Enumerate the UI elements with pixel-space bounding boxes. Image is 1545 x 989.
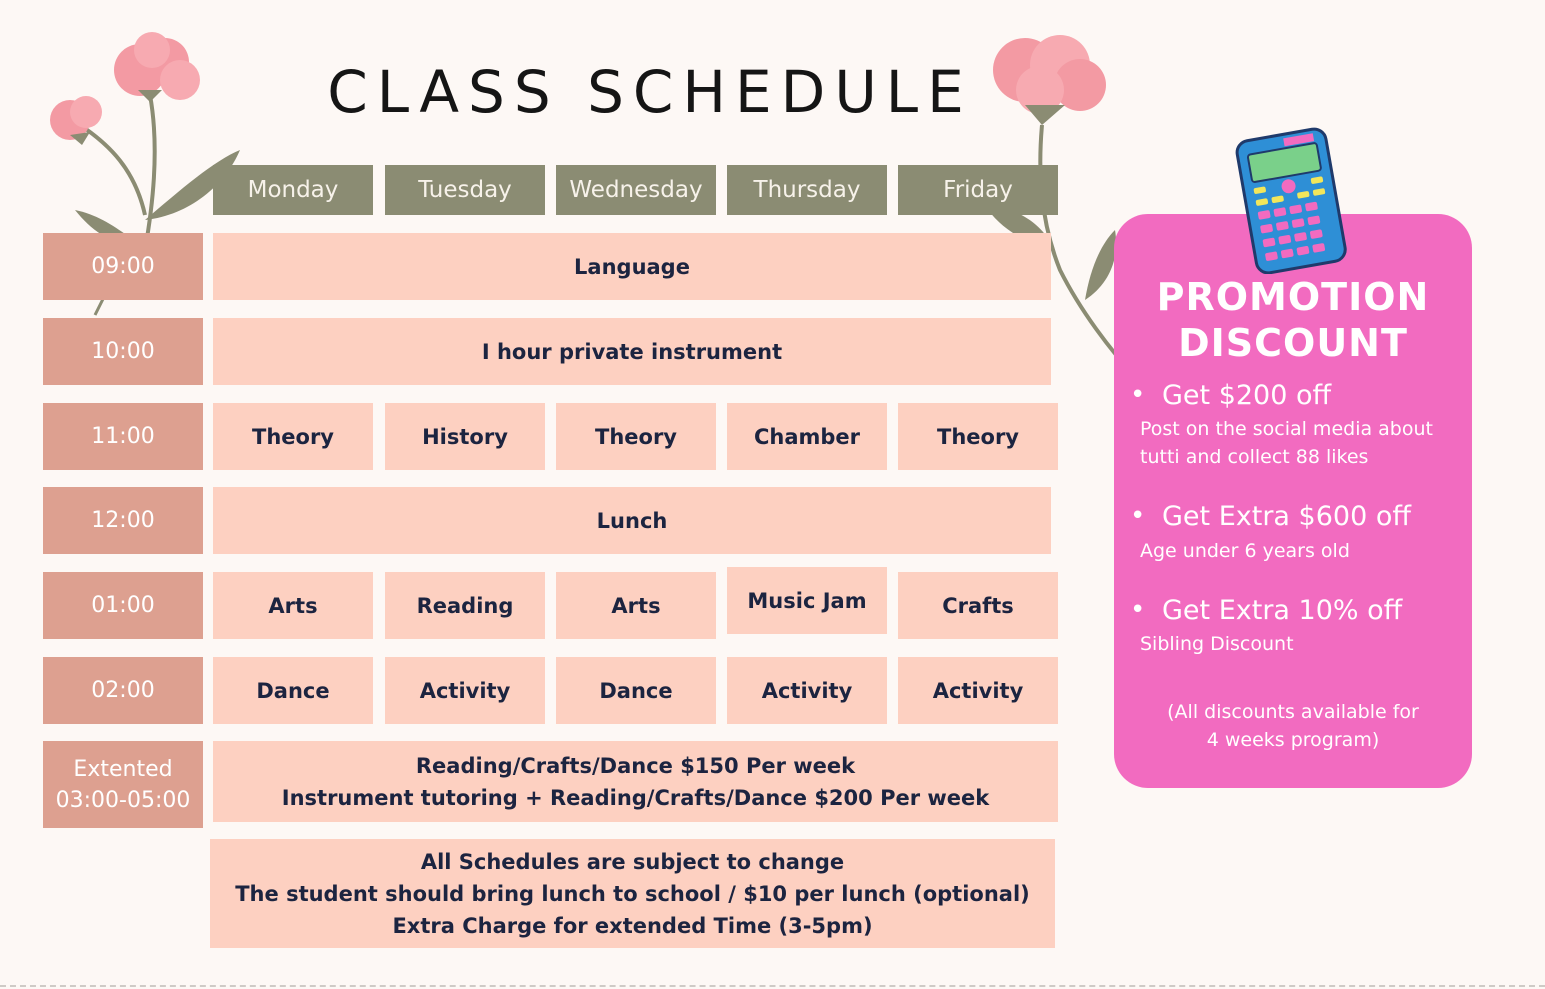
extended-line: Reading/Crafts/Dance $150 Per week [415,753,856,778]
promotion-title-line: DISCOUNT [1178,321,1408,365]
class-cell: Chamber [727,403,887,470]
class-cell: Crafts [898,572,1058,639]
time-cell: 02:00 [43,657,203,724]
class-cell-lunch: Lunch [213,487,1051,554]
extended-pricing [213,741,1058,822]
offer-headline: • Get Extra 10% off [1162,595,1402,626]
schedule-notes [210,839,1055,948]
day-header-wednesday: Wednesday [556,165,716,215]
extended-range: 03:00-05:00 [55,787,191,813]
class-cell: Arts [213,572,373,639]
page-divider [0,985,1545,987]
time-cell: 12:00 [43,487,203,554]
promotion-note [1134,698,1452,754]
class-cell: Reading [385,572,545,639]
class-cell: History [385,403,545,470]
class-cell: Theory [898,403,1058,470]
day-header-friday: Friday [898,165,1058,215]
day-header-monday: Monday [213,165,373,215]
time-cell: 09:00 [43,233,203,300]
page-title: CLASS SCHEDULE [327,58,973,126]
class-cell: Dance [556,657,716,724]
class-cell: Theory [556,403,716,470]
promotion-note-line: (All discounts available for [1167,701,1419,723]
class-cell-private-instrument: I hour private instrument [213,318,1051,385]
extended-line: Instrument tutoring + Reading/Crafts/Dance $200 Per week [281,785,990,810]
offer-description: Sibling Discount [1140,633,1294,655]
class-cell: Theory [213,403,373,470]
day-header-tuesday: Tuesday [385,165,545,215]
promotion-title-line: PROMOTION [1156,275,1430,319]
class-cell-language: Language [213,233,1051,300]
calculator-icon [1232,126,1350,274]
time-cell: 01:00 [43,572,203,639]
class-cell: Dance [213,657,373,724]
note-line: The student should bring lunch to school / $10 per lunch (optional) [235,881,1030,906]
extended-label: Extented [73,756,173,782]
offer-description: Post on the social media about tutti and collect 88 likes [1140,418,1433,468]
promotion-note-line: 4 weeks program) [1206,729,1380,751]
class-cell: Activity [385,657,545,724]
offer-headline: • Get $200 off [1162,380,1331,411]
note-line: Extra Charge for extended Time (3-5pm) [392,913,873,938]
offer-description: Age under 6 years old [1140,540,1350,562]
note-line: All Schedules are subject to change [420,849,845,874]
promotion-card [1114,214,1472,788]
class-cell: Activity [727,657,887,724]
promotion-title [1114,274,1472,366]
time-cell: 11:00 [43,403,203,470]
extended-time-cell [43,741,203,828]
class-cell: Music Jam [727,567,887,634]
offer-headline: • Get Extra $600 off [1162,501,1411,532]
time-cell: 10:00 [43,318,203,385]
class-cell: Activity [898,657,1058,724]
day-header-thursday: Thursday [727,165,887,215]
class-cell: Arts [556,572,716,639]
